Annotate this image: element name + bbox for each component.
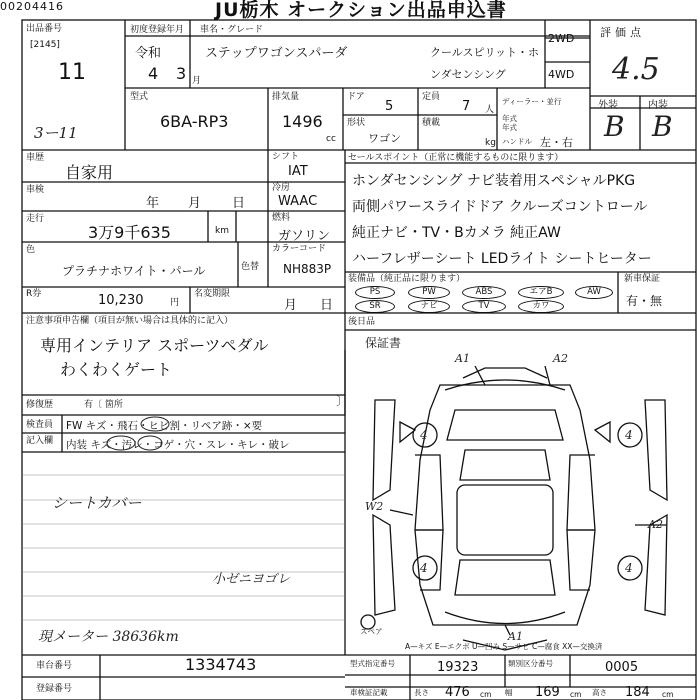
equipment-sr: SR (355, 300, 395, 313)
designation-value: 19323 (437, 660, 479, 675)
dealer-model-year: 年式 (502, 123, 517, 132)
notes-line: わくわくゲート (60, 360, 173, 379)
type-value: 6BA-RP3 (160, 112, 229, 131)
equipment-pw: PW (408, 286, 450, 299)
marks-interior-row: 内装 キズ・汚レ・コゲ・穴・スレ・キレ・破レ (66, 439, 290, 451)
transfer-day: 日 (320, 298, 334, 313)
width-unit: cm (570, 690, 582, 699)
sales-point-line: ハーフレザーシート LEDライト シートヒーター (352, 251, 652, 267)
transfer-label: 名変期限 (194, 289, 231, 299)
lane-label: 出品番号 (26, 24, 63, 34)
sales-points-label: セールスポイント（正常に機能するものに限ります） (348, 153, 564, 163)
equipment-label: 装備品（純正品に限ります） (348, 274, 466, 284)
chassis-value: 1334743 (185, 655, 257, 674)
color-code: NH883P (283, 262, 332, 276)
category-value: 0005 (605, 660, 639, 675)
handle-value: 左・右 (540, 136, 573, 149)
registration-era: 令和 (135, 46, 162, 61)
lane-number: 11 (58, 60, 86, 85)
equipment-tv: TV (462, 300, 506, 313)
equipment-abs: ABS (462, 286, 506, 299)
lane-code: [2145] (30, 40, 60, 50)
diagram-label-right-a2: A2 (648, 518, 663, 531)
capacity-value: 7 (462, 99, 471, 114)
body-shape-value: ワゴン (368, 132, 401, 145)
inspection-month: 月 (188, 196, 202, 211)
exterior-label: 外装 (598, 100, 618, 111)
body-shape-label: 形状 (347, 118, 366, 128)
chassis-label: 車台番号 (36, 661, 73, 671)
equipment-leather: カワ (518, 300, 564, 313)
marks-exterior-row: FW キズ・飛石・ヒビ割・リペア跡・×要 (66, 420, 263, 432)
equipment-aw: AW (575, 286, 613, 299)
color-value: プラチナホワイト・パール (62, 264, 206, 278)
notes-line: 専用インテリア スポーツペダル (40, 336, 269, 355)
length-label: 長さ (414, 688, 429, 697)
repair-bracket: 〕 (336, 394, 349, 408)
handwritten-note: 現メーター 38636km (38, 629, 179, 645)
diagram-label-a2: A2 (553, 352, 568, 365)
new-car-warranty-label: 新車保証 (624, 274, 661, 284)
mileage-unit: km (215, 226, 229, 236)
displacement-unit: cc (326, 134, 336, 144)
handle-label: ハンドル (502, 137, 532, 146)
transfer-month: 月 (284, 298, 298, 313)
registration-label: 初度登録年月 (130, 25, 185, 35)
recycle-value: 10,230 (98, 293, 144, 308)
repair-label: 修復歴 (26, 400, 54, 410)
repair-value: 有〔 箇所 (84, 400, 123, 410)
grade-line1: クールスピリット・ホ (430, 46, 540, 59)
interior-grade: B (652, 110, 673, 143)
length-unit: cm (480, 690, 492, 699)
length-value: 476 (445, 685, 470, 700)
usage-label: 車歴 (26, 153, 45, 163)
sales-point-line: ホンダセンシング ナビ装着用スペシャルPKG (352, 173, 636, 189)
notes-label: 注意事項申告欄（項目が無い場合は具体的に記入） (26, 316, 234, 326)
grade-line2: ンダセンシング (430, 68, 506, 81)
load-label: 積載 (422, 118, 441, 128)
fuel-label: 燃料 (272, 213, 291, 223)
inspection-label: 車検 (26, 185, 45, 195)
sales-point-line: 純正ナビ・TV・Bカメラ 純正AW (352, 225, 561, 241)
score-value: 4.5 (612, 52, 660, 87)
diagram-legend: A—キズ E—エクボ U—凹み S—サビ C—腐食 XX—交換済 (405, 642, 603, 651)
fuel-value: ガソリン (278, 229, 331, 244)
doors-label: ドア (347, 92, 365, 102)
form-title: JU栃木 オークション出品申込書 (215, 0, 507, 21)
sales-point-line: 両側パワースライドドア クルーズコントロール (352, 199, 648, 215)
height-unit: cm (662, 690, 674, 699)
registration-month-unit: 月 (192, 76, 202, 86)
dealer-year-label: 年式 (502, 114, 517, 123)
registration-month: 3 (176, 64, 187, 83)
equipment-navi: ナビ (408, 300, 450, 313)
designation-label: 型式指定番号 (350, 659, 395, 668)
shift-label: シフト (272, 152, 300, 162)
handwritten-note: シートカバー (52, 494, 142, 512)
registration-year: 4 (148, 64, 159, 83)
capacity-label: 定員 (422, 92, 441, 102)
model-name: ステップワゴンスパーダ (205, 46, 348, 61)
diagram-label-left-w2: W2 (365, 500, 384, 513)
diagram-spare-label: スペア (360, 627, 383, 636)
inspector-label: 検査員 (26, 420, 54, 430)
recycle-unit: 円 (170, 298, 180, 308)
mileage-value: 3万9千635 (88, 223, 171, 242)
score-label: 評価点 (600, 26, 645, 39)
height-value: 184 (625, 685, 650, 700)
color-label: 色 (26, 245, 36, 255)
accessories-label: 後日品 (348, 317, 376, 327)
tire-value-front-left: 4 (420, 428, 428, 442)
accessories-value: 保証書 (365, 336, 402, 350)
inspection-year: 年 (146, 196, 160, 211)
diagram-label-a1: A1 (455, 352, 470, 365)
color-code-label: カラーコード (272, 244, 327, 254)
tire-value-rear-left: 4 (420, 561, 428, 575)
recycle-label: R券 (26, 289, 42, 299)
car-diagram (345, 350, 696, 655)
equipment-ps: PS (355, 286, 395, 299)
category-label: 類別区分番号 (508, 659, 553, 668)
reg-number-label: 登録番号 (36, 684, 73, 694)
height-label: 高さ (592, 688, 607, 697)
shift-value: IAT (288, 164, 308, 179)
mileage-label: 走行 (26, 214, 45, 224)
diagram-label-bottom-a1: A1 (508, 630, 523, 643)
color-change-label: 色替 (241, 262, 260, 272)
aircon-value: WAAC (278, 194, 318, 209)
drive-4wd: 4WD (548, 68, 575, 81)
displacement-value: 1496 (282, 112, 323, 131)
load-unit: kg (485, 138, 496, 148)
dimensions-label: 車検証記載 (350, 688, 388, 697)
equipment-airbag: エアB (518, 286, 564, 299)
dealer-label: ディーラー・並行 (502, 97, 562, 106)
displacement-label: 排気量 (272, 92, 300, 102)
tire-value-rear-right: 4 (625, 561, 633, 575)
exterior-grade: B (604, 110, 625, 143)
model-label: 車名・グレード (200, 25, 264, 35)
inspector-label-2: 記入欄 (26, 436, 54, 446)
type-label: 型式 (130, 92, 149, 102)
width-value: 169 (535, 685, 560, 700)
new-car-warranty-value: 有・無 (626, 294, 663, 308)
inspection-day: 日 (232, 196, 246, 211)
capacity-unit: 人 (485, 105, 495, 115)
lane-handwritten: 3ー11 (34, 124, 78, 142)
drive-2wd: 2WD (548, 32, 575, 45)
handwritten-note: 小ゼニヨゴレ (212, 572, 291, 587)
tire-value-front-right: 4 (625, 428, 633, 442)
usage-value: 自家用 (65, 163, 114, 182)
width-label: 幅 (505, 688, 513, 697)
doors-value: 5 (385, 99, 394, 114)
aircon-label: 冷房 (272, 183, 291, 193)
serial-number: 00204416 (0, 0, 64, 13)
interior-label: 内装 (648, 100, 668, 111)
